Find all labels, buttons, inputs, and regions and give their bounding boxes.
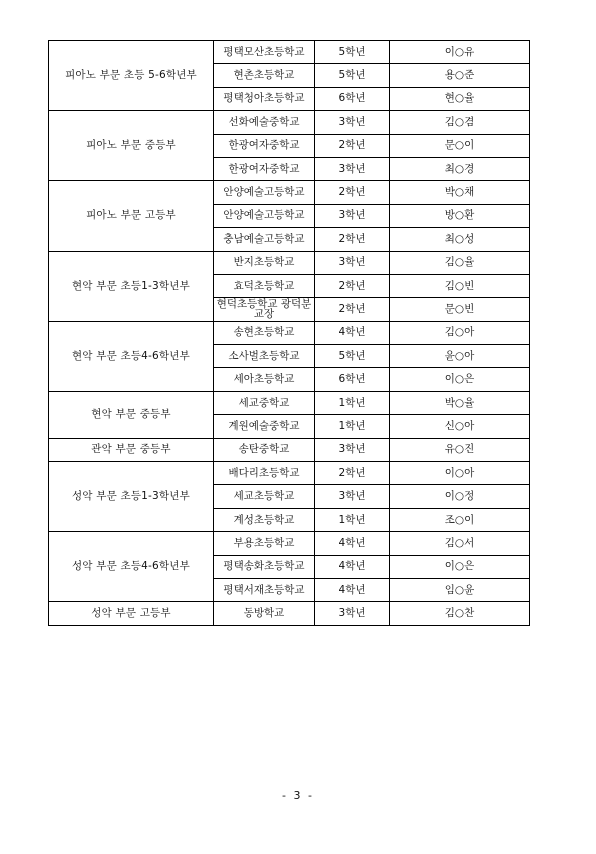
student-name-cell: 이○아 xyxy=(390,462,530,485)
school-cell: 한광여자중학교 xyxy=(214,157,315,180)
student-name-cell: 최○경 xyxy=(390,157,530,180)
page-number: - 3 - xyxy=(282,789,314,802)
school-cell: 현덕초등학교 광덕분교장 xyxy=(214,298,315,321)
student-name-cell: 김○아 xyxy=(390,321,530,344)
student-name-cell: 현○율 xyxy=(390,87,530,110)
school-cell: 배다리초등학교 xyxy=(214,462,315,485)
school-cell: 계성초등학교 xyxy=(214,508,315,531)
school-cell: 선화예술중학교 xyxy=(214,111,315,134)
student-name-cell: 조○이 xyxy=(390,508,530,531)
student-name-cell: 김○겸 xyxy=(390,111,530,134)
student-name-cell: 박○율 xyxy=(390,391,530,414)
school-cell: 세아초등학교 xyxy=(214,368,315,391)
school-cell: 평택서재초등학교 xyxy=(214,578,315,601)
school-cell: 동방학교 xyxy=(214,602,315,625)
grade-cell: 5학년 xyxy=(315,345,390,368)
student-name-cell: 김○율 xyxy=(390,251,530,274)
student-name-cell: 이○유 xyxy=(390,41,530,64)
school-cell: 소사벌초등학교 xyxy=(214,345,315,368)
school-cell: 평택송화초등학교 xyxy=(214,555,315,578)
student-name-cell: 최○성 xyxy=(390,228,530,251)
school-cell: 세교중학교 xyxy=(214,391,315,414)
school-cell: 안양예술고등학교 xyxy=(214,204,315,227)
grade-cell: 2학년 xyxy=(315,181,390,204)
school-cell: 세교초등학교 xyxy=(214,485,315,508)
student-name-cell: 이○은 xyxy=(390,368,530,391)
student-name-cell: 문○이 xyxy=(390,134,530,157)
school-cell: 한광여자중학교 xyxy=(214,134,315,157)
grade-cell: 4학년 xyxy=(315,321,390,344)
grade-cell: 3학년 xyxy=(315,157,390,180)
student-name-cell: 유○진 xyxy=(390,438,530,461)
award-table-body xyxy=(49,41,530,626)
school-cell: 효덕초등학교 xyxy=(214,274,315,297)
school-cell: 안양예술고등학교 xyxy=(214,181,315,204)
student-name-cell: 문○빈 xyxy=(390,298,530,321)
student-name-cell: 용○준 xyxy=(390,64,530,87)
category-cell: 피아노 부문 초등 5-6학년부 xyxy=(49,41,214,111)
grade-cell: 5학년 xyxy=(315,41,390,64)
table-row xyxy=(49,602,530,625)
school-cell: 평택청아초등학교 xyxy=(214,87,315,110)
grade-cell: 1학년 xyxy=(315,508,390,531)
table-row xyxy=(49,532,530,555)
table-row xyxy=(49,111,530,134)
grade-cell: 2학년 xyxy=(315,134,390,157)
student-name-cell: 이○은 xyxy=(390,555,530,578)
school-cell: 반지초등학교 xyxy=(214,251,315,274)
school-cell: 계원예술중학교 xyxy=(214,415,315,438)
grade-cell: 4학년 xyxy=(315,578,390,601)
category-cell: 현악 부문 초등4-6학년부 xyxy=(49,321,214,391)
grade-cell: 6학년 xyxy=(315,368,390,391)
school-cell: 현촌초등학교 xyxy=(214,64,315,87)
grade-cell: 2학년 xyxy=(315,462,390,485)
school-cell: 평택모산초등학교 xyxy=(214,41,315,64)
category-cell: 성악 부문 초등4-6학년부 xyxy=(49,532,214,602)
grade-cell: 2학년 xyxy=(315,274,390,297)
grade-cell: 6학년 xyxy=(315,87,390,110)
grade-cell: 5학년 xyxy=(315,64,390,87)
school-cell: 송현초등학교 xyxy=(214,321,315,344)
table-row xyxy=(49,41,530,64)
grade-cell: 4학년 xyxy=(315,532,390,555)
school-cell: 송탄중학교 xyxy=(214,438,315,461)
grade-cell: 3학년 xyxy=(315,485,390,508)
school-cell: 충남예술고등학교 xyxy=(214,228,315,251)
student-name-cell: 김○찬 xyxy=(390,602,530,625)
student-name-cell: 임○윤 xyxy=(390,578,530,601)
category-cell: 관악 부문 중등부 xyxy=(49,438,214,461)
student-name-cell: 방○환 xyxy=(390,204,530,227)
student-name-cell: 윤○아 xyxy=(390,345,530,368)
student-name-cell: 김○빈 xyxy=(390,274,530,297)
grade-cell: 3학년 xyxy=(315,111,390,134)
grade-cell: 2학년 xyxy=(315,228,390,251)
grade-cell: 3학년 xyxy=(315,438,390,461)
category-cell: 피아노 부문 중등부 xyxy=(49,111,214,181)
student-name-cell: 박○채 xyxy=(390,181,530,204)
student-name-cell: 신○아 xyxy=(390,415,530,438)
category-cell: 성악 부문 초등1-3학년부 xyxy=(49,462,214,532)
grade-cell: 1학년 xyxy=(315,415,390,438)
table-row xyxy=(49,181,530,204)
category-cell: 현악 부문 중등부 xyxy=(49,391,214,438)
student-name-cell: 김○서 xyxy=(390,532,530,555)
category-cell: 현악 부문 초등1-3학년부 xyxy=(49,251,214,321)
table-row xyxy=(49,462,530,485)
grade-cell: 4학년 xyxy=(315,555,390,578)
school-cell: 부용초등학교 xyxy=(214,532,315,555)
table-row xyxy=(49,251,530,274)
student-name-cell: 이○정 xyxy=(390,485,530,508)
grade-cell: 3학년 xyxy=(315,251,390,274)
category-cell: 피아노 부문 고등부 xyxy=(49,181,214,251)
grade-cell: 1학년 xyxy=(315,391,390,414)
award-table xyxy=(48,40,530,626)
category-cell: 성악 부문 고등부 xyxy=(49,602,214,625)
grade-cell: 3학년 xyxy=(315,602,390,625)
grade-cell: 3학년 xyxy=(315,204,390,227)
table-row xyxy=(49,391,530,414)
table-row xyxy=(49,321,530,344)
grade-cell: 2학년 xyxy=(315,298,390,321)
table-row xyxy=(49,438,530,461)
